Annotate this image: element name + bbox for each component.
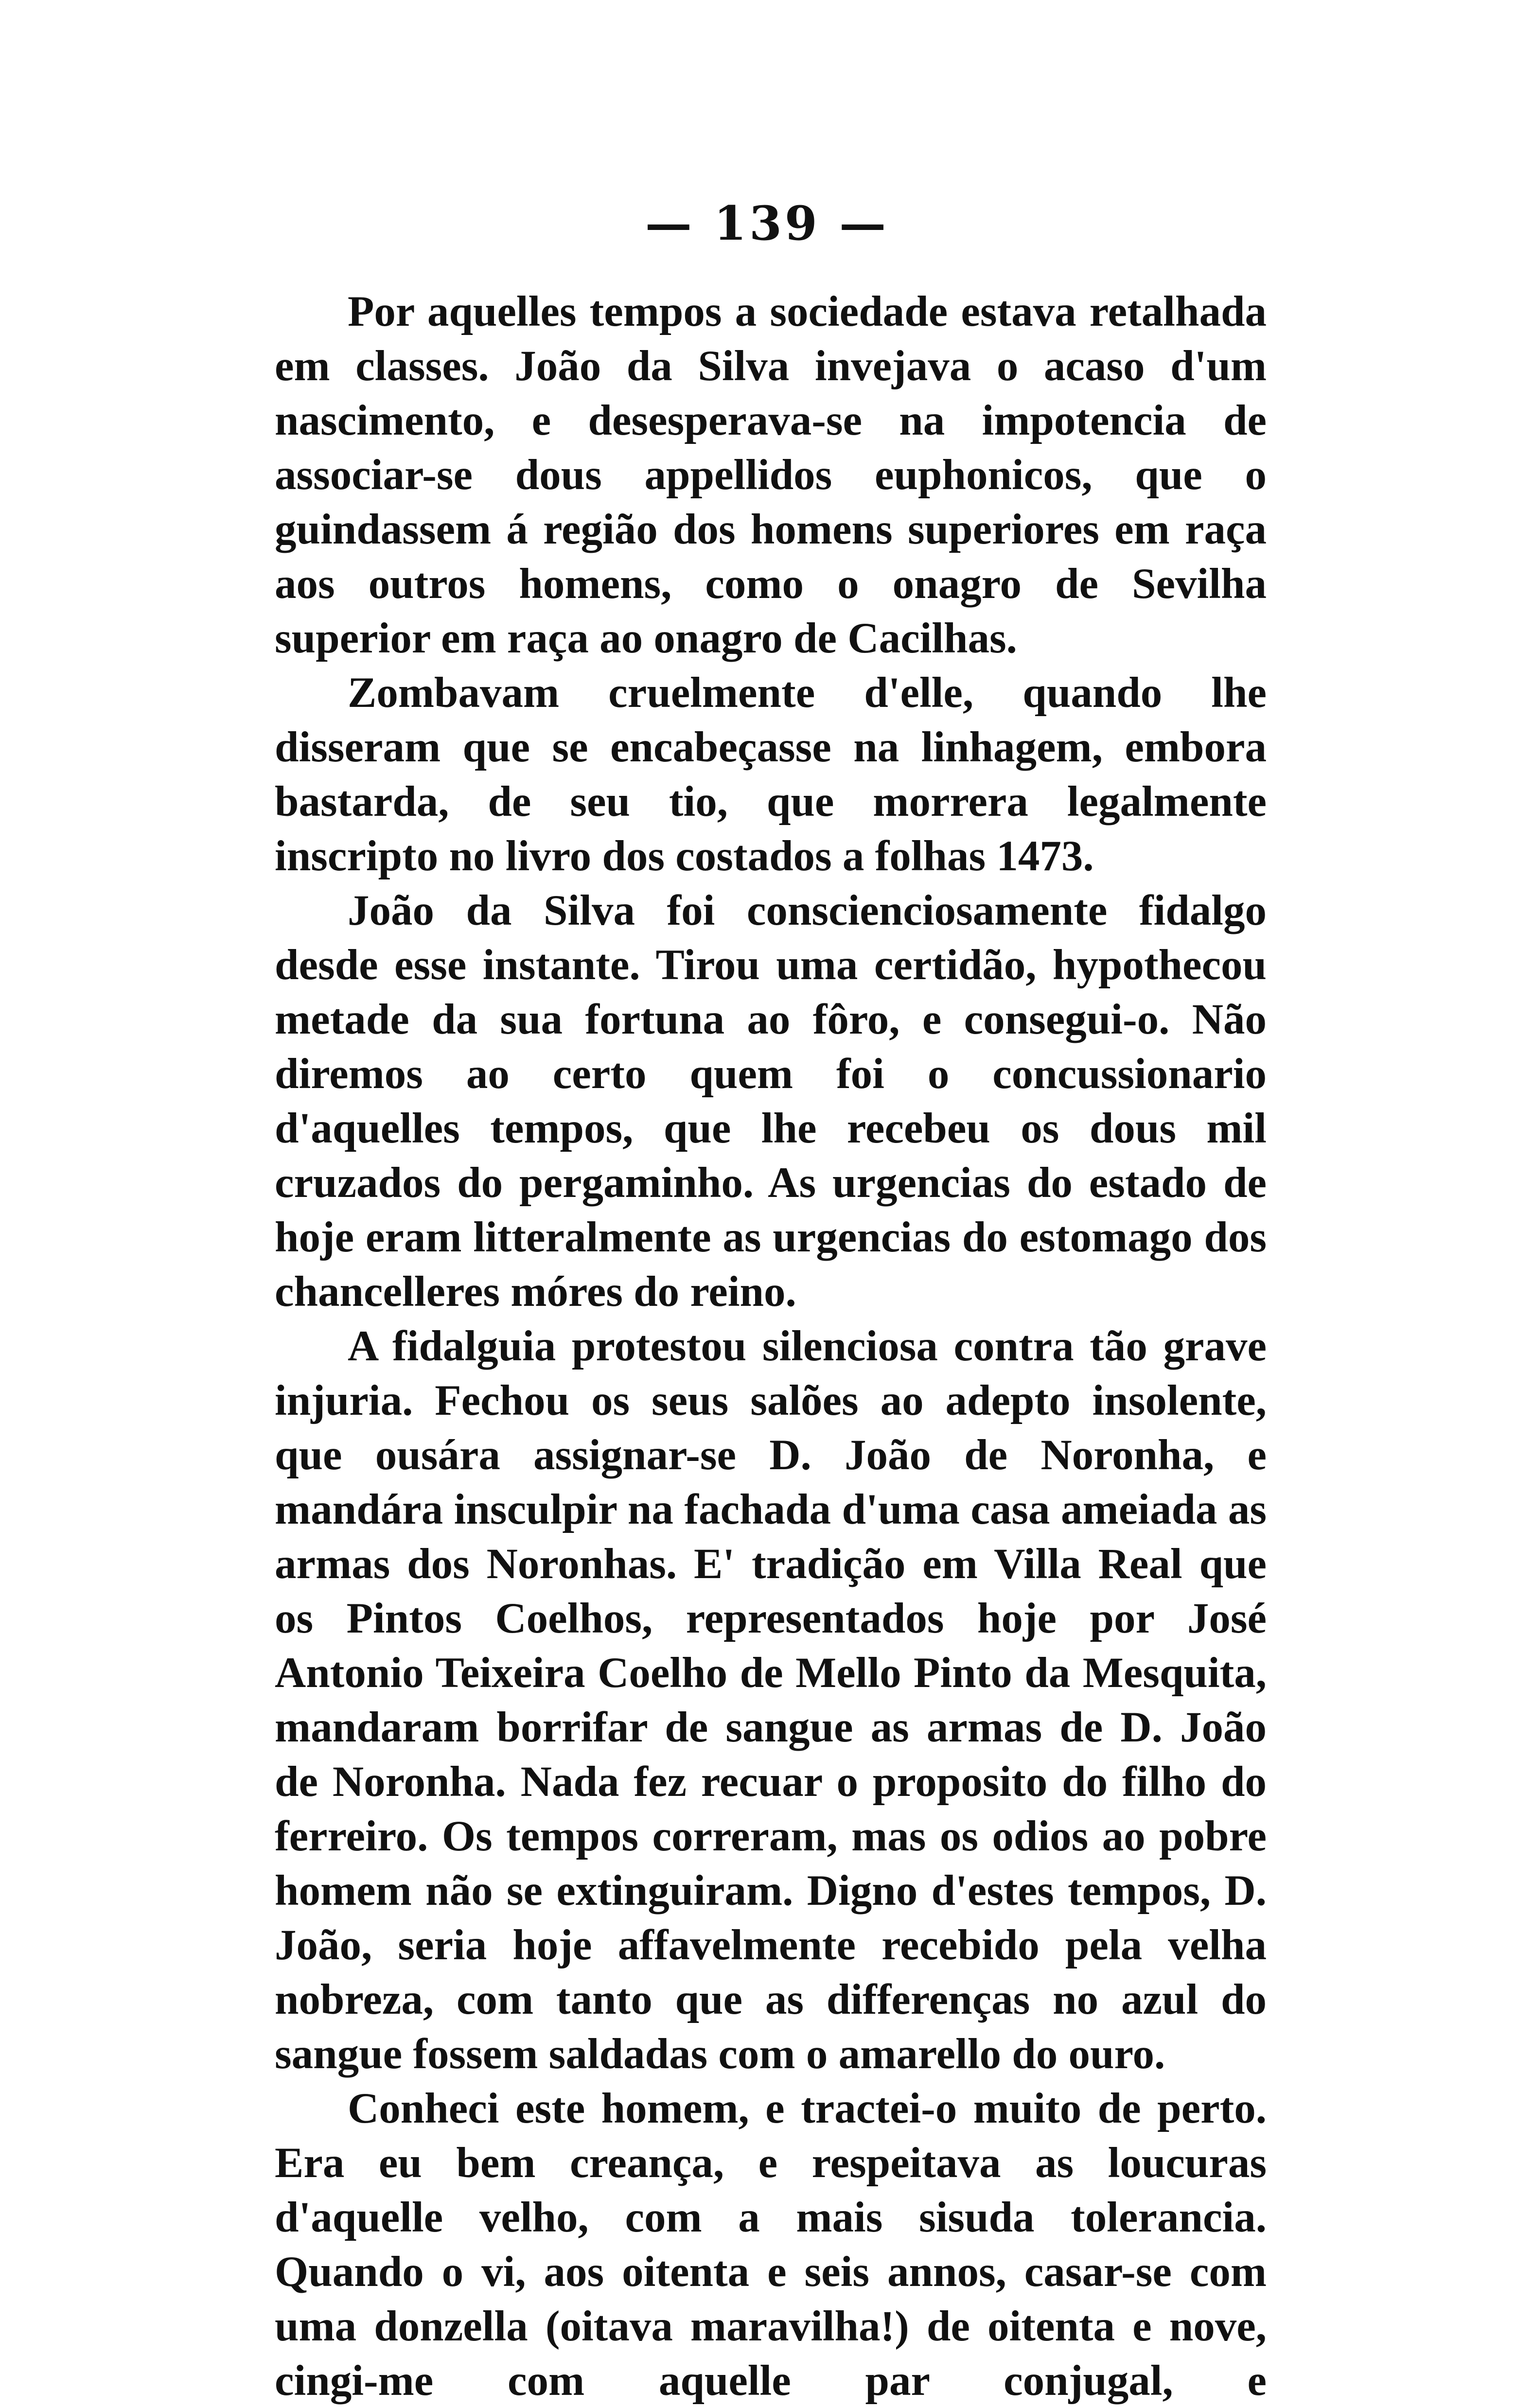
paragraph: João da Silva foi conscienciosamente fidalgo desde esse instante. Tirou uma certidão, hypothecou metade da sua fortuna ao fôro, e consegui-o. Não diremos ao certo quem foi o concussionario d'aquelles tempos, que lhe recebeu os dous mil cruzados do pergaminho. As urgencias do estado de hoje eram litteralmente as urgencias do estomago dos chancelleres móres do reino. <box>275 887 1267 1316</box>
body-text <box>275 284 1267 2408</box>
paragraph: Zombavam cruelmente d'elle, quando lhe disseram que se encabeçasse na linhagem, embora bastarda, de seu tio, que morrera legalmente inscripto no livro dos costados a folhas 1473. <box>275 669 1267 880</box>
paragraph: Conheci este homem, e tractei-o muito de perto. Era eu bem creança, e respeitava as loucuras d'aquelle velho, com a mais sisuda tolerancia. Quando o vi, aos oitenta e seis annos, casar-se com uma donzella (oitava maravilha!) de oitenta e nove, cingi-me com aquelle par conjugal, e <box>275 2085 1267 2405</box>
page-number: — 139 — <box>645 196 889 251</box>
paragraph: A fidalguia protestou silenciosa contra tão grave injuria. Fechou os seus salões ao adepto insolente, que ousára assignar-se D. João de Noronha, e mandára insculpir na fachada d'uma casa ameiada as armas dos Noronhas. E' tradição em Villa Real que os Pintos Coelhos, representados hoje por José Antonio Teixeira Coelho de Mello Pinto da Mesquita, mandaram borrifar de sangue as armas de D. João de Noronha. Nada fez recuar o proposito do filho do ferreiro. Os tempos correram, mas os odios ao pobre homem não se extinguiram. Digno d'estes tempos, D. João, seria hoje affavelmente recebido pela velha nobreza, com tanto que as differenças no azul do sangue fossem saldadas com o amarello do ouro. <box>275 1322 1267 2078</box>
paragraph: Por aquelles tempos a sociedade estava retalhada em classes. João da Silva invejava o acaso d'um nascimento, e desesperava-se na impotencia de associar-se dous appellidos euphonicos, que o guindassem á região dos homens superiores em raça aos outros homens, como o onagro de Sevilha superior em raça ao onagro de Cacilhas. <box>275 288 1267 662</box>
